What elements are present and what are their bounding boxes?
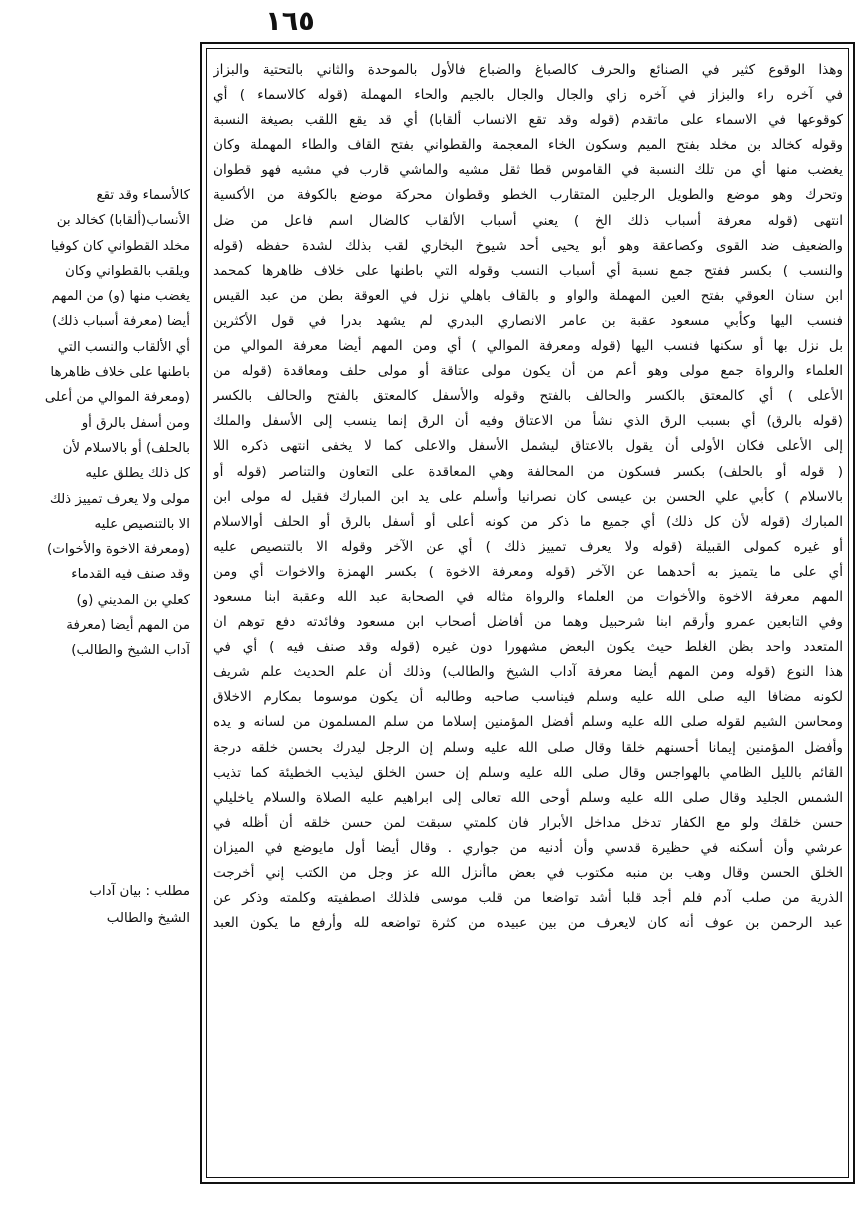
text-line: الخلق الحسن وقال وهب بن منبه مكتوب في بعض ماأنزل الله عز وجل من الكتب إني أخرجت xyxy=(213,865,843,881)
text-line: فنسب اليها وكأبي مسعود عقبة بن عامر الانصاري البدري لم يشهد بدرا في قول الأكثرين xyxy=(213,312,843,329)
margin-line: كعلي بن المديني (و) xyxy=(76,592,190,608)
text-line: أي على ما يتميز به أحدهما عن الآخر (قوله ومعرفة الاخوة ) بكسر الهمزة والاخوات أي ومن xyxy=(213,563,843,580)
text-line: يغضب منها أي من تلك النسبة في القاموس قطا ثقل مشيه والماشي قارب في مشيه فهو قطوان xyxy=(213,162,843,179)
text-line: المهم معرفة الاخوة والأخوات من العلماء والرواة مثاله في الصحابة عبد الله وعقبة ابنا مسعود xyxy=(213,588,843,605)
text-line: الأعلى ) أي كالمعتق بالكسر والحالف بالفتح وقوله والأسفل كالمعتق بالفتح والحالف بالكسر xyxy=(213,388,843,405)
margin-note xyxy=(8,878,190,932)
margin-line: وقد صنف فيه القدماء xyxy=(71,567,190,583)
text-line: وقوله كخالد بن مخلد بفتح الميم وسكون الخاء المعجمة والقطواني بفتح القاف والطاء المهملة وكان xyxy=(213,137,843,154)
text-line: بالاسلام ) كأبي علي الحسن بن عيسى كان نصرانيا وأسلم على يد ابن المبارك فقيل له مولى ابن xyxy=(213,488,843,505)
text-line: القائم بالليل الظامي بالهواجس وقال صلى الله عليه وسلم إن حسن الخلق ليذيب الخطيئة كما تذيب xyxy=(213,764,843,781)
margin-line: (ومعرفة الاخوة والأخوات) xyxy=(47,542,190,558)
text-line: ابن سنان العوقي بفتح العين المهملة والواو و بالقاف باهلي نزل في العوقة بطن من عبد القيس xyxy=(213,287,843,304)
text-line: العلماء والرواة جمع مولى وهو أعم من أن يكون مولى عتاقة أو مولى حلف ومعاقدة (قوله من xyxy=(213,363,843,380)
margin-line: الأنساب(ألقابا) كخالد بن xyxy=(56,213,190,229)
margin-line: مخلد القطواني كان كوفيا xyxy=(50,238,190,254)
margin-line: يغضب منها (و) من المهم xyxy=(51,289,190,305)
text-line: لكونه مضافا اليه صلى الله عليه وسلم فيناسب صاحبه وطالبه أن يكون موسوما بمكارم الاخلاق xyxy=(213,689,843,706)
text-line: بل نزل بها أو سكنها فنسب اليها (قوله ومعرفة الموالي ) أي ومن المهم أيضا معرفة الموالي من xyxy=(213,338,843,355)
text-line: حسن خلقك ولو مع الكفار تدخل مداخل الأبرار فان كلمتي سبقت لمن حسن خلقه أن أظله في xyxy=(213,814,843,831)
text-line: والضعيف ضد القوى وكصاعقة وهو أبو يحيى أحد شيوخ البخاري لقب بذلك لشدة حفظه (قوله xyxy=(213,237,843,254)
margin-line: ومن أسفل بالرق أو xyxy=(81,415,190,431)
margin-line: آداب الشيخ والطالب) xyxy=(71,643,190,659)
commentary-text xyxy=(213,58,843,1176)
margin-line: مولى ولا يعرف تمييز ذلك xyxy=(49,491,190,507)
text-line: عرشي وأن أسكنه في حظيرة قدسي وأن أدنيه من جواري . وقال أيضا أول مايوضع في الميزان xyxy=(213,839,843,856)
text-line: الشمس الجليد وقال صلى الله عليه وسلم أوحى الله تعالى إلى ابراهيم عليه الصلاة والسلام ياخليلي xyxy=(213,789,843,806)
margin-note-line: مطلب : بيان آداب xyxy=(89,884,190,899)
text-line: ومحاسن الشيم لقوله صلى الله عليه وسلم أفضل المؤمنين إسلاما من سلم المسلمون من لسانه و يده xyxy=(213,714,843,731)
margin-line: كل ذلك يطلق عليه xyxy=(85,466,190,482)
text-line: انتهى (قوله معرفة أسباب ذلك الخ ) يعني أسباب الألقاب كالضال اسم فاعل من ضل xyxy=(213,212,843,229)
text-line: وتحرك وهو موضع والطويل الرجلين المتقارب الخطو وقطوان محركة موضع بالكوفة من الأكسية xyxy=(213,187,843,204)
margin-matn-text xyxy=(8,183,190,664)
text-line: أو غيره كمولى القبيلة (قوله ولا يعرف تمييز ذلك ) أي عن الآخر وقوله الا بالتنصيص عليه xyxy=(213,538,843,555)
margin-line: أي الألقاب والنسب التي xyxy=(57,339,190,355)
text-line: وأفضل المؤمنين إيمانا أحسنهم خلقا وقال صلى الله عليه وسلم إن الرجل ليدرك بحسن خلقه درجة xyxy=(213,739,843,756)
text-line: في آخره راء والبزاز في آخره زاي والجال والجال بالجيم والحاء المهملة (قوله كالاسماء ) أي xyxy=(213,87,843,104)
text-line: وفي التابعين عمرو وأرقم ابنا شرحبيل وهما من أفاضل أصحاب ابن مسعود وفائدته دفع توهم ان xyxy=(213,614,843,631)
text-line: المتعدد واحد بظن الغلط حيث يكون البعض مشهورا دون غيره (قوله وقد صنف فيه ) أي في xyxy=(213,639,843,656)
margin-line: باطنها على خلاف ظاهرها xyxy=(50,365,190,381)
text-line: كوقوعها في الاسماء على ماتقدم (قوله وقد تقع الانساب ألقابا) أي قد يقع اللقب بصيغة النسبة xyxy=(213,112,843,129)
margin-line: (ومعرفة الموالي من أعلى xyxy=(44,390,190,406)
text-line: إلى الأعلى فكان الأولى أن يقول بالاعتاق ليشمل الأسفل والاعلى كما لا يخفى انتهى ذكره اللا xyxy=(213,438,843,455)
margin-line: الا بالتنصيص عليه xyxy=(94,516,190,532)
text-line: هذا النوع (قوله ومن المهم أيضا معرفة آداب الشيخ والطالب) وذلك أن علم الحديث علم شريف xyxy=(213,664,843,681)
text-line: والنسب ) بكسر ففتح جمع نسبة أي أسباب النسب وقوله التي باطنها على خلاف ظاهرها كمحمد xyxy=(213,262,843,279)
text-line: المبارك (قوله لأن كل ذلك) أي جميع ما ذكر من كونه أعلى أو أسفل بالرق أو الحلف أوالاسلام xyxy=(213,513,843,530)
margin-line: كالأسماء وقد تقع xyxy=(96,188,190,203)
margin-line: أيضا (معرفة أسباب ذلك) xyxy=(52,314,190,330)
margin-line: من المهم أيضا (معرفة xyxy=(66,618,190,634)
margin-note-line: الشيخ والطالب xyxy=(106,911,190,926)
page-number: ١٦٥ xyxy=(265,6,315,37)
text-line: ( قوله أو بالحلف) بكسر فسكون من المحالفة وهي المعاقدة على التعاون والتناصر (قوله أو xyxy=(213,463,843,480)
text-line: (قوله بالرق) أي بسبب الرق الذي نشأ من الاعتاق وفيه أن الرق إنما ينسب إلى الأسفل والملك xyxy=(213,413,843,430)
text-line: الذرية من صلب آدم فلم أجد قلبا أشد تواضعا من قلب موسى فلذلك اصطفيته وكلمته وذكر عن xyxy=(213,890,843,907)
text-line: وهذا الوقوع كثير في الصنائع والحرف كالصباغ والضباع فالأول بالموحدة والثاني بالتحتية والبزاز xyxy=(213,62,843,78)
margin-line: بالحلف) أو بالاسلام لأن xyxy=(62,440,190,456)
margin-line: ويلقب بالقطواني وكان xyxy=(65,263,190,279)
text-line: عبد الرحمن بن عوف أنه كان لايعرف من بين عبيده من كثرة تواضعه لله وأرفع ما يكون العبد xyxy=(213,915,843,932)
